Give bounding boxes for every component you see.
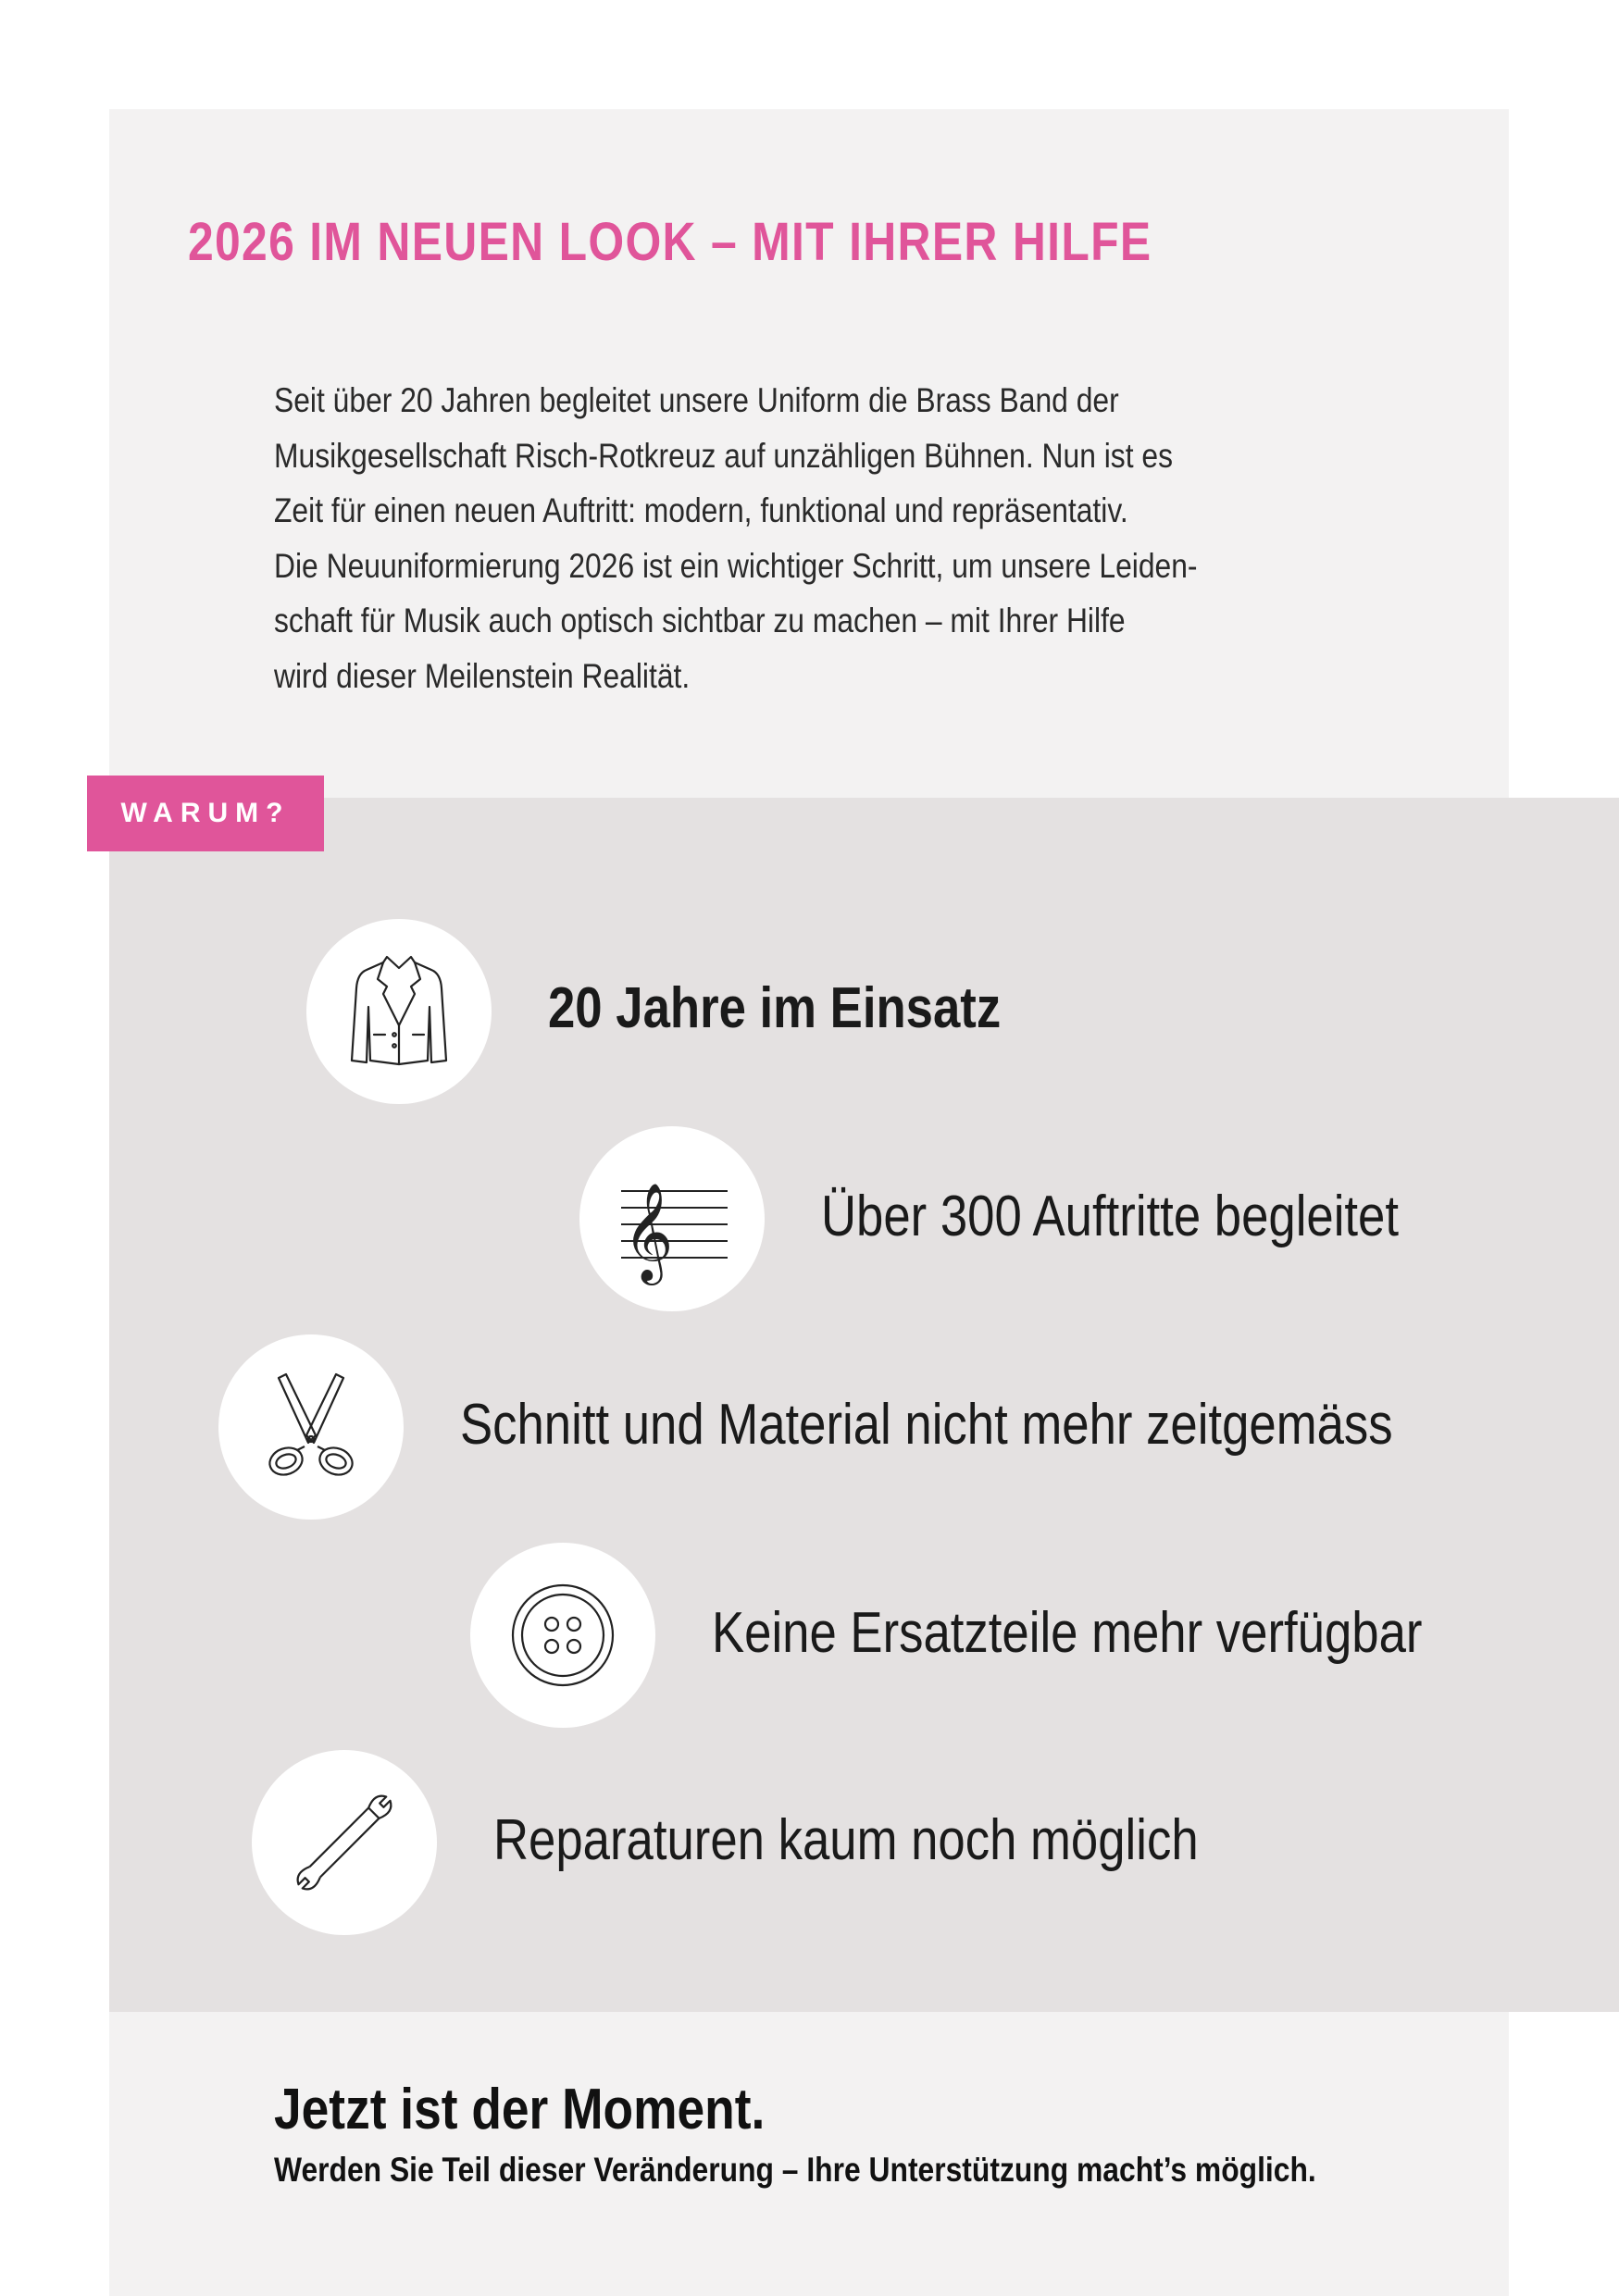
intro-line: wird dieser Meilenstein Realität. bbox=[274, 656, 691, 695]
reason-text: Reparaturen kaum noch möglich bbox=[493, 1808, 1199, 1872]
reason-text: Keine Ersatzteile mehr verfügbar bbox=[712, 1601, 1423, 1665]
button-icon bbox=[493, 1566, 632, 1705]
section-tag-warum: WARUM? bbox=[87, 776, 324, 851]
closing-subtitle: Werden Sie Teil dieser Veränderung – Ihre Unterstützung macht’s möglich. bbox=[274, 2151, 1316, 2189]
wrench-icon-circle bbox=[252, 1750, 437, 1935]
intro-line: schaft für Musik auch optisch sichtbar zu machen – mit Ihrer Hilfe bbox=[274, 602, 1126, 639]
scissors-icon bbox=[242, 1358, 380, 1496]
wrench-icon bbox=[275, 1773, 414, 1912]
button-icon-circle bbox=[470, 1543, 655, 1728]
intro-text bbox=[274, 373, 1198, 703]
intro-line: Zeit für einen neuen Auftritt: modern, funktional und repräsentativ. bbox=[274, 491, 1128, 529]
svg-text:𝄞: 𝄞 bbox=[623, 1182, 674, 1281]
treble-clef-icon-circle bbox=[579, 1126, 765, 1311]
page-title: 2026 IM NEUEN LOOK – MIT IHRER HILFE bbox=[188, 212, 1152, 272]
intro-line: Seit über 20 Jahren begleitet unsere Uniform die Brass Band der bbox=[274, 381, 1119, 419]
scissors-icon-circle bbox=[218, 1334, 404, 1520]
reason-text: Schnitt und Material nicht mehr zeitgemäss bbox=[460, 1393, 1393, 1457]
intro-line: Die Neuuniformierung 2026 ist ein wichtiger Schritt, um unsere Leiden- bbox=[274, 546, 1198, 585]
jacket-icon bbox=[330, 942, 468, 1081]
intro-line: Musikgesellschaft Risch-Rotkreuz auf unzähligen Bühnen. Nun ist es bbox=[274, 436, 1174, 475]
reason-text: 20 Jahre im Einsatz bbox=[548, 976, 1002, 1040]
closing-title: Jetzt ist der Moment. bbox=[274, 2078, 766, 2141]
treble-clef-icon bbox=[603, 1149, 741, 1288]
reason-text: Über 300 Auftritte begleitet bbox=[821, 1185, 1400, 1248]
jacket-icon-circle bbox=[306, 919, 492, 1104]
